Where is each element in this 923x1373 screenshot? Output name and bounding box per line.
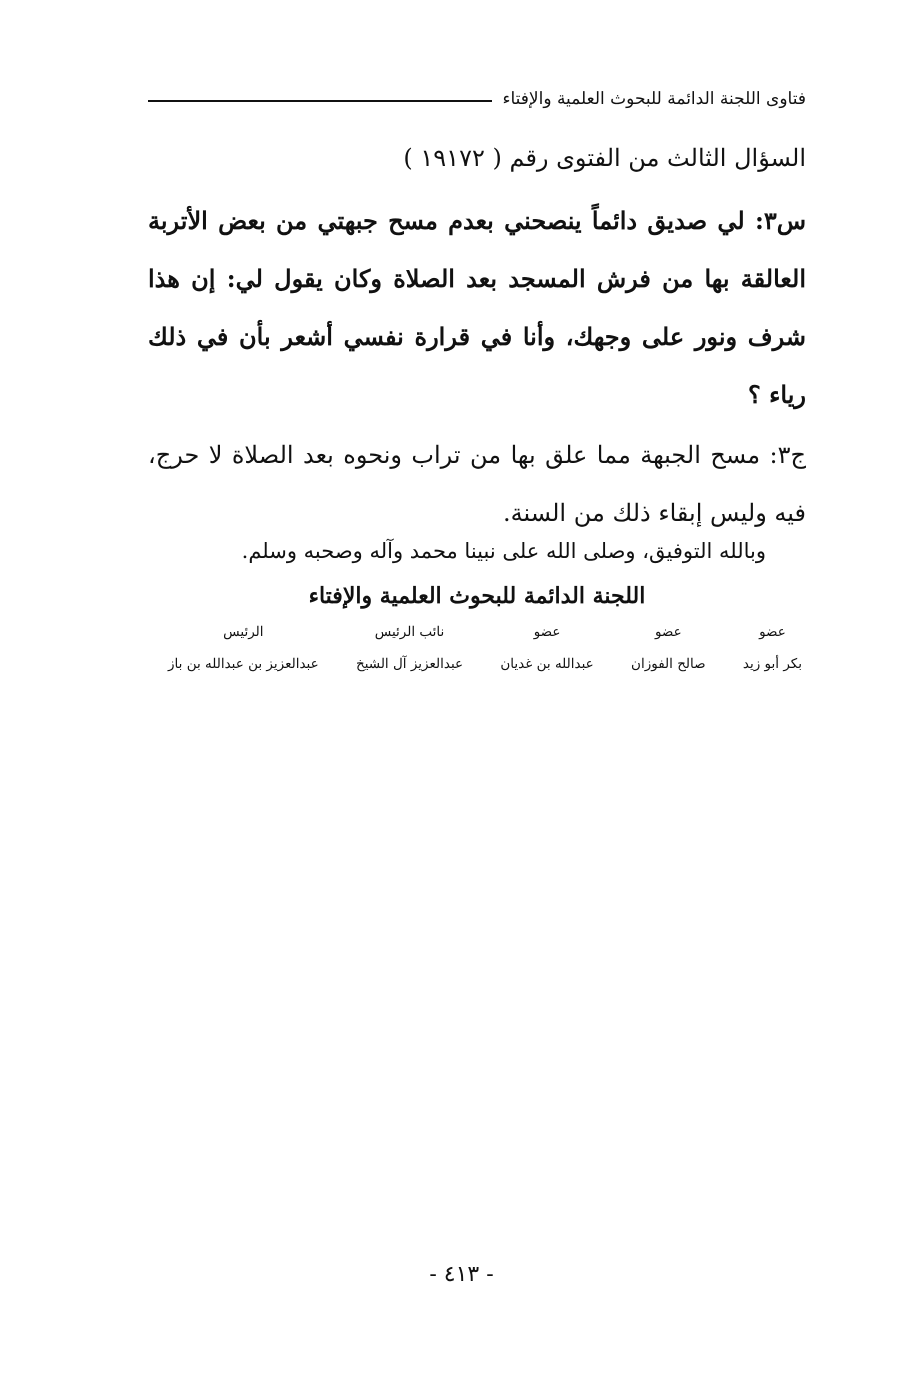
question-text: س٣: لي صديق دائماً ينصحني بعدم مسح جبهتي من بعض الأتربة العالقة بها من فرش المسجد بعد الصلاة وكان يقول لي: إن هذا شرف ونور على وجهك، وأنا في قرارة نفسي أشعر بأن في ذلك رياء ؟ — [148, 206, 806, 409]
signatory-role: عضو — [759, 624, 786, 640]
answer-text: ج٣: مسح الجبهة مما علق بها من تراب ونحوه بعد الصلاة لا حرج، فيه وليس إبقاء ذلك من السنة. — [148, 441, 806, 527]
signatory-role: عضو — [533, 624, 561, 640]
signatory — [631, 622, 706, 674]
signatory-name: عبدالعزيز بن عبدالله بن باز — [168, 656, 319, 672]
signatory — [168, 622, 319, 674]
signatory-role: عضو — [654, 624, 682, 640]
signatory-role: الرئيس — [223, 624, 264, 640]
signatures — [168, 622, 802, 674]
signatory-name: عبدالله بن غديان — [500, 656, 594, 672]
signatory — [356, 622, 463, 674]
committee-name: اللجنة الدائمة للبحوث العلمية والإفتاء — [308, 583, 646, 609]
signatory-name: عبدالعزيز آل الشيخ — [355, 656, 464, 672]
question-heading: السؤال الثالث من الفتوى رقم ( ١٩١٧٢ ) — [403, 144, 806, 172]
header-title: فتاوى اللجنة الدائمة للبحوث العلمية والإفتاء — [502, 89, 806, 109]
signatory-name: صالح الفوزان — [631, 656, 706, 672]
signatory — [500, 622, 593, 674]
signatory-name: بكر أبو زيد — [742, 656, 802, 672]
closing-text: وبالله التوفيق، وصلى الله على نبينا محمد وآله وصحبه وسلم. — [241, 539, 766, 563]
running-header — [148, 84, 806, 114]
signatory-role: نائب الرئيس — [374, 624, 445, 640]
signatory — [743, 622, 802, 674]
page-number: - ٤١٣ - — [429, 1262, 494, 1287]
header-rule — [148, 100, 492, 102]
